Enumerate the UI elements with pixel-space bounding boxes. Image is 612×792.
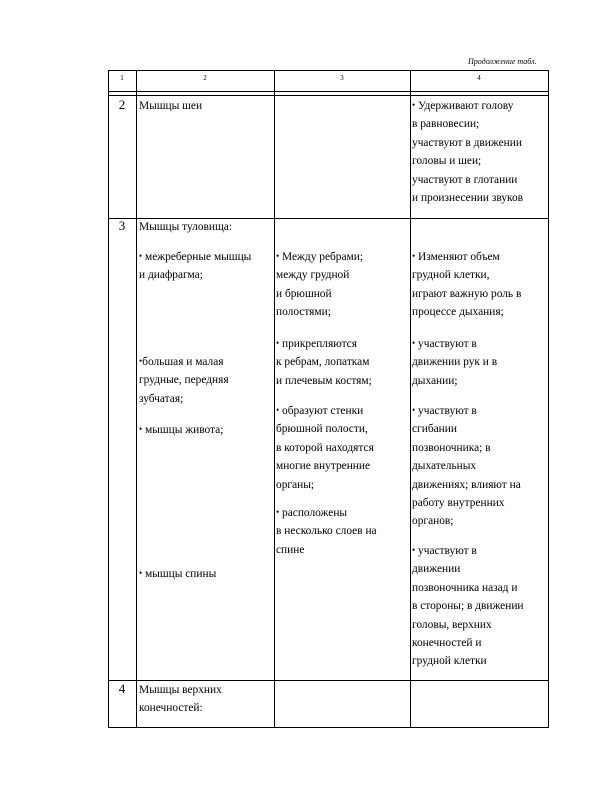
muscle-item: • межреберные мышцы и диафрагма; [139, 251, 252, 282]
header-col-3: 3 [340, 74, 344, 82]
row-number: 4 [118, 681, 126, 696]
header-col-2: 2 [203, 74, 207, 82]
bullet-icon: • [139, 251, 143, 261]
header-col-4: 4 [477, 74, 481, 82]
table-caption: Продолжение табл. [468, 57, 537, 66]
column-divider [274, 70, 275, 728]
table-border-left [108, 70, 109, 728]
function-text: • Удерживают голову в равновесии; участвуют в движении головы и шеи; участвуют в глотании и произнесении звуков [412, 100, 524, 205]
row-number: 2 [118, 97, 126, 112]
location-text: • прикрепляются к ребрам, лопаткам и плечевым костям; [276, 338, 372, 387]
location-text: • образуют стенки брюшной полости, в которой находятся многие внутренние органы; [276, 405, 374, 491]
column-divider [410, 70, 411, 728]
function-text: • участвуют в движении позвоночника назад и в стороны; в движении головы, верхних конечностей и грудной клетки [412, 545, 524, 668]
bullet-icon: • [412, 338, 416, 348]
function-text: • участвуют в движении рук и в дыхании; [412, 338, 498, 387]
muscle-group-name: Мышцы шеи [139, 100, 203, 112]
muscle-item: • мышцы живота; [139, 424, 224, 436]
table-border-top [108, 70, 549, 71]
function-text: • Изменяют объем грудной клетки, играют важную роль в процессе дыхания; [412, 251, 522, 319]
muscle-group-name: Мышцы верхних конечностей: [139, 684, 222, 715]
table-header-divider [108, 91, 549, 92]
muscle-item: •большая и малая грудные, передняя зубчатая; [139, 356, 229, 405]
bullet-icon: • [276, 251, 280, 261]
bullet-icon: • [276, 405, 280, 415]
bullet-icon: • [412, 100, 416, 110]
row-number: 3 [118, 218, 126, 233]
function-text: • участвуют в сгибании позвоночника; в дыхательных движениях; влияют на работу внутренних органов; [412, 405, 521, 528]
header-col-1: 1 [120, 74, 124, 82]
bullet-icon: • [139, 356, 143, 366]
bullet-icon: • [139, 568, 143, 578]
column-divider [136, 70, 137, 728]
bullet-icon: • [412, 251, 416, 261]
bullet-icon: • [139, 424, 143, 434]
muscle-group-name: Мышцы туловища: [139, 221, 233, 233]
table-header-divider-2 [108, 95, 549, 96]
bullet-icon: • [412, 405, 416, 415]
bullet-icon: • [412, 545, 416, 555]
bullet-icon: • [276, 338, 280, 348]
table-border-bottom [108, 727, 549, 728]
muscle-item: • мышцы спины [139, 568, 217, 580]
table-border-right [548, 70, 549, 728]
location-text: • Между ребрами; между грудной и брюшной полостями; [276, 251, 364, 319]
bullet-icon: • [276, 507, 280, 517]
location-text: • расположены в несколько слоев на спине [276, 507, 377, 556]
